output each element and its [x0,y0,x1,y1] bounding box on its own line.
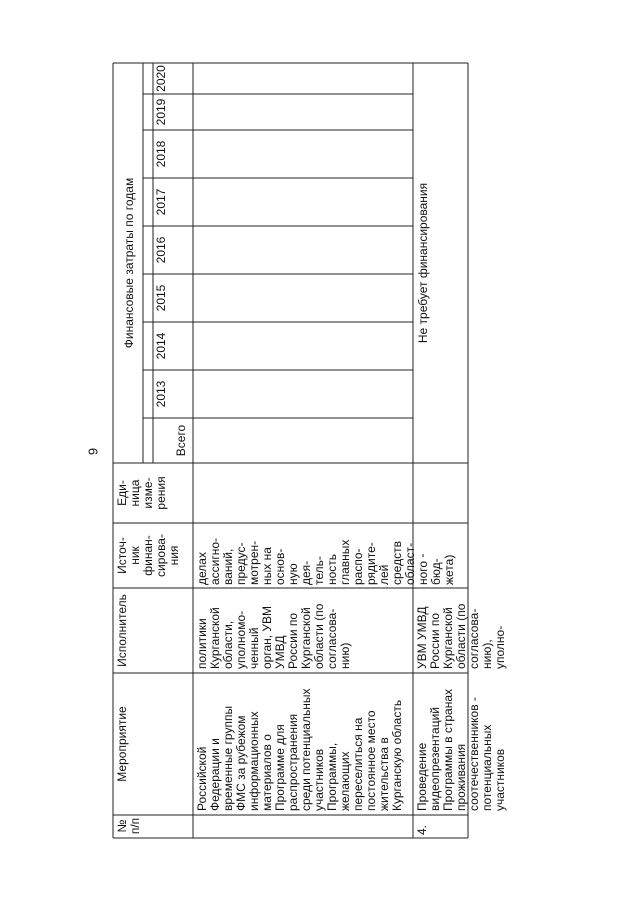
row4-executor: УВМ УМВД России по Курганской области (по согласова- нию), уполно- [415,603,507,669]
header-total: Всего [174,424,188,457]
row-cont-num [196,816,411,837]
header-year-2016: 2016 [154,236,168,264]
header-event: Мероприятие [115,706,129,782]
header-year-2015: 2015 [154,284,168,312]
header-year-2018: 2018 [154,140,168,168]
finance-table [113,63,507,838]
row-cont-unit [196,464,411,520]
row-cont-executor: политики Курганской области, уполномо- ченный орган, УВМ УМВД России по Курганской области (по согласова- нию) [195,603,352,669]
header-executor: Исполнитель [115,594,129,667]
header-year-2014: 2014 [154,332,168,360]
header-source: Источ- ник финан- сирова- ния [115,534,181,577]
row4-unit [416,464,466,520]
header-costs-title: Финансовые затраты по годам [122,177,136,349]
header-year-2020: 2020 [154,65,168,92]
row-cont-event: Российской Федерации и временные группы ФМС за рубежом информационных материалов о Программе для распространения среди потенциальных участников Программы, желающих переселиться на постоянное место жительства в Курганскую область [195,688,404,811]
header-year-2019: 2019 [154,98,168,126]
row4-source: - [415,553,429,558]
header-num: № п/п [115,817,142,835]
header-year-2017: 2017 [154,188,168,216]
row-cont-source: делах ассигно- ваний, предус- мотрен- ных на основ- ную дея- тель- ность главных распо- рядите- лей средств област- ного бюд- жета) [195,537,456,585]
row4-no-funding-note: Не требует финансирования [416,182,430,344]
header-unit: Еди- ница изме- рения [115,476,168,510]
row4-event: Проведение видеопрезентаций Программы в странах проживания соотечественников - потенциальных участников [415,688,507,811]
header-year-2013: 2013 [154,380,168,408]
row4-num: 4. [415,824,429,835]
table-region [113,63,507,838]
page-number: 9 [85,447,101,456]
